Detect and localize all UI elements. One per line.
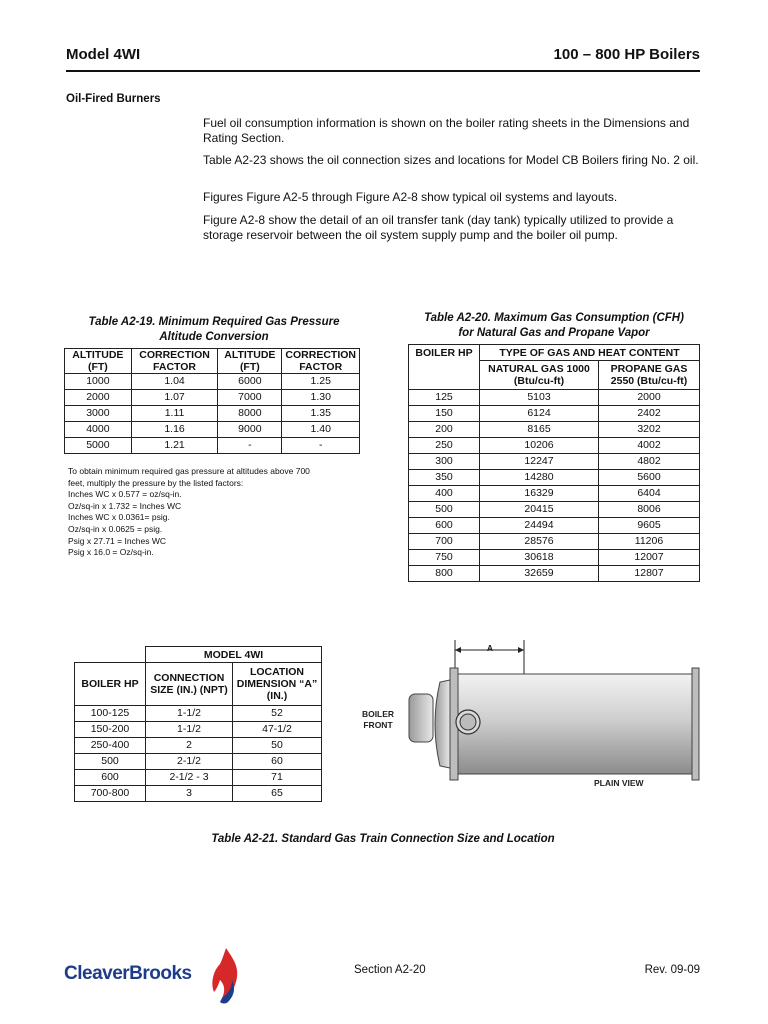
table-cell: 60: [233, 754, 322, 770]
boiler-range-title: 100 – 800 HP Boilers: [553, 46, 700, 63]
table21-col-boiler: BOILER HP: [75, 663, 146, 706]
table20-header-row: [409, 345, 700, 361]
table-cell: 100-125: [75, 706, 146, 722]
table-cell: 4000: [65, 422, 132, 438]
table19-header: ALTITUDE (FT): [65, 349, 132, 374]
table-cell: 600: [409, 518, 480, 534]
table-cell: 500: [75, 754, 146, 770]
table-row: [75, 706, 322, 722]
table-cell: 1.11: [131, 406, 218, 422]
table20-caption: [404, 311, 704, 341]
table-cell: 250: [409, 438, 480, 454]
front-door: [435, 680, 450, 768]
note-line: Psig x 16.0 = Oz/sq-in.: [68, 547, 154, 558]
boiler-plain-view-diagram: [400, 638, 710, 788]
table-cell: 400: [409, 486, 480, 502]
table-row: [75, 738, 322, 754]
boiler-front-label: BOILER FRONT: [361, 709, 395, 730]
table-cell: -: [282, 438, 360, 454]
table-row: [409, 438, 700, 454]
table-cell: 2402: [599, 406, 700, 422]
note-line: To obtain minimum required gas pressure at altitudes above 700: [68, 466, 310, 476]
table-cell: 2-1/2 - 3: [146, 770, 233, 786]
footer-revision: Rev. 09-09: [644, 964, 700, 976]
cleaverbrooks-logo: [62, 946, 242, 1006]
table-cell: 2-1/2: [146, 754, 233, 770]
table-cell: 1000: [65, 374, 132, 390]
model-title: Model 4WI: [66, 46, 141, 63]
table-cell: 7000: [218, 390, 282, 406]
section-heading: Oil-Fired Burners: [66, 93, 161, 105]
table-row: [409, 470, 700, 486]
table-cell: 6000: [218, 374, 282, 390]
table-cell: 4002: [599, 438, 700, 454]
table-cell: 16329: [480, 486, 599, 502]
table-cell: 28576: [480, 534, 599, 550]
table-row: [65, 422, 360, 438]
table-cell: 52: [233, 706, 322, 722]
note-line: Inches WC x 0.577 = oz/sq-in.: [68, 489, 182, 500]
table-cell: 30618: [480, 550, 599, 566]
table-row: [409, 486, 700, 502]
table21-model-row: [75, 647, 322, 663]
footer-section: Section A2-20: [354, 964, 426, 976]
table-cell: 1.21: [131, 438, 218, 454]
table19-caption-line2: Altitude Conversion: [159, 331, 269, 343]
table20-col-boiler: BOILER HP: [409, 345, 480, 390]
table20-caption-line2: for Natural Gas and Propane Vapor: [458, 327, 650, 339]
table-cell: 1.04: [131, 374, 218, 390]
table20-col-group: TYPE OF GAS AND HEAT CONTENT: [480, 345, 700, 361]
table19-caption: [66, 315, 362, 345]
boiler-shell: [458, 674, 694, 774]
table-cell: 3: [146, 786, 233, 802]
note-line: Psig x 27.71 = Inches WC: [68, 535, 167, 546]
table-cell: 14280: [480, 470, 599, 486]
table19-header-row: [65, 349, 360, 374]
table-cell: 2000: [65, 390, 132, 406]
table-row: [75, 754, 322, 770]
table-cell: 6404: [599, 486, 700, 502]
table-cell: 11206: [599, 534, 700, 550]
burner-housing: [409, 694, 433, 742]
paragraph-4: Figure A2-8 show the detail of an oil transfer tank (day tank) typically utilized to provide a storage reservoir between the oil system supply pump and the boiler oil pump.: [203, 213, 674, 242]
table-cell: 1.35: [282, 406, 360, 422]
table-cell: 3000: [65, 406, 132, 422]
table-cell: 5103: [480, 390, 599, 406]
table-cell: 150-200: [75, 722, 146, 738]
table-cell: 5600: [599, 470, 700, 486]
header-rule: [66, 70, 700, 72]
table-cell: 700: [409, 534, 480, 550]
note-line: Oz/sq-in x 1.732 = Inches WC: [68, 500, 182, 511]
table-row: [409, 566, 700, 582]
table-cell: -: [218, 438, 282, 454]
table-cell: 4802: [599, 454, 700, 470]
table-cell: 1.25: [282, 374, 360, 390]
table-row: [409, 550, 700, 566]
gas-connection-inner: [460, 714, 476, 730]
table-cell: 600: [75, 770, 146, 786]
table-cell: 150: [409, 406, 480, 422]
note-line: Oz/sq-in x 0.0625 = psig.: [68, 523, 163, 534]
table20: [408, 344, 700, 582]
table-cell: 800: [409, 566, 480, 582]
table19-header: CORRECTION FACTOR: [282, 349, 360, 374]
table-row: [409, 534, 700, 550]
plain-view-label: PLAIN VIEW: [594, 778, 644, 788]
table21-model-header: MODEL 4WI: [146, 647, 322, 663]
table-cell: 300: [409, 454, 480, 470]
table-cell: 8000: [218, 406, 282, 422]
table-cell: 12247: [480, 454, 599, 470]
table-cell: 1.40: [282, 422, 360, 438]
table-cell: 200: [409, 422, 480, 438]
table19-header: CORRECTION FACTOR: [131, 349, 218, 374]
table-cell: 10206: [480, 438, 599, 454]
table-row: [65, 390, 360, 406]
table-cell: 50: [233, 738, 322, 754]
table20-col-propane: PROPANE GAS 2550 (Btu/cu-ft): [599, 361, 700, 390]
table20-col-natural: NATURAL GAS 1000 (Btu/cu-ft): [480, 361, 599, 390]
table-row: [65, 438, 360, 454]
table19-notes: [68, 466, 368, 559]
table-cell: 71: [233, 770, 322, 786]
table-row: [409, 422, 700, 438]
table-cell: 3202: [599, 422, 700, 438]
table-cell: 1-1/2: [146, 706, 233, 722]
table-cell: 500: [409, 502, 480, 518]
table-cell: 750: [409, 550, 480, 566]
table-cell: 1.30: [282, 390, 360, 406]
table21: [74, 646, 322, 802]
table21-blank-corner: [75, 647, 146, 663]
table19-caption-line1: Table A2-19. Minimum Required Gas Pressure: [88, 316, 340, 328]
table-row: [65, 374, 360, 390]
table21-caption: Table A2-21. Standard Gas Train Connection Size and Location: [211, 833, 555, 845]
paragraph-2: Table A2-23 shows the oil connection sizes and locations for Model CB Boilers firing No. 2 oil.: [203, 153, 699, 167]
logo-wordmark: CleaverBrooks: [64, 963, 192, 984]
table21-col-size: CONNECTION SIZE (IN.) (NPT): [146, 663, 233, 706]
table-row: [409, 454, 700, 470]
table20-caption-line1: Table A2-20. Maximum Gas Consumption (CFH): [424, 312, 684, 324]
table-row: [75, 770, 322, 786]
table-row: [75, 786, 322, 802]
table-cell: 1.07: [131, 390, 218, 406]
table-cell: 24494: [480, 518, 599, 534]
table-cell: 700-800: [75, 786, 146, 802]
table-row: [409, 502, 700, 518]
paragraph-3: Figures Figure A2-5 through Figure A2-8 show typical oil systems and layouts.: [203, 190, 618, 204]
dimension-arrow-right: [518, 647, 524, 653]
table-row: [409, 518, 700, 534]
note-line: Inches WC x 0.0361= psig.: [68, 512, 170, 523]
table-cell: 12807: [599, 566, 700, 582]
dimension-arrow-left: [455, 647, 461, 653]
rear-flange: [692, 668, 699, 780]
table-cell: 20415: [480, 502, 599, 518]
table-cell: 2000: [599, 390, 700, 406]
table-cell: 1-1/2: [146, 722, 233, 738]
table-cell: 12007: [599, 550, 700, 566]
table-cell: 47-1/2: [233, 722, 322, 738]
table-row: [409, 390, 700, 406]
paragraph-1: Fuel oil consumption information is shown on the boiler rating sheets in the Dimensions and Rating Section.: [203, 116, 690, 145]
table-cell: 8006: [599, 502, 700, 518]
table19-header: ALTITUDE (FT): [218, 349, 282, 374]
table-cell: 250-400: [75, 738, 146, 754]
table-row: [65, 406, 360, 422]
table21-header-row: [75, 663, 322, 706]
table-cell: 1.16: [131, 422, 218, 438]
table-row: [75, 722, 322, 738]
table-cell: 65: [233, 786, 322, 802]
table-cell: 6124: [480, 406, 599, 422]
table21-col-location: LOCATION DIMENSION “A” (IN.): [233, 663, 322, 706]
table-cell: 2: [146, 738, 233, 754]
table-cell: 5000: [65, 438, 132, 454]
note-line: feet, multiply the pressure by the listed factors:: [68, 477, 244, 488]
table-cell: 125: [409, 390, 480, 406]
table-cell: 9605: [599, 518, 700, 534]
table-cell: 8165: [480, 422, 599, 438]
flame-icon: [210, 946, 242, 1006]
table-row: [409, 406, 700, 422]
table-cell: 350: [409, 470, 480, 486]
dimension-a-label: A: [486, 643, 494, 653]
table19: [64, 348, 360, 454]
table-cell: 32659: [480, 566, 599, 582]
table-cell: 9000: [218, 422, 282, 438]
